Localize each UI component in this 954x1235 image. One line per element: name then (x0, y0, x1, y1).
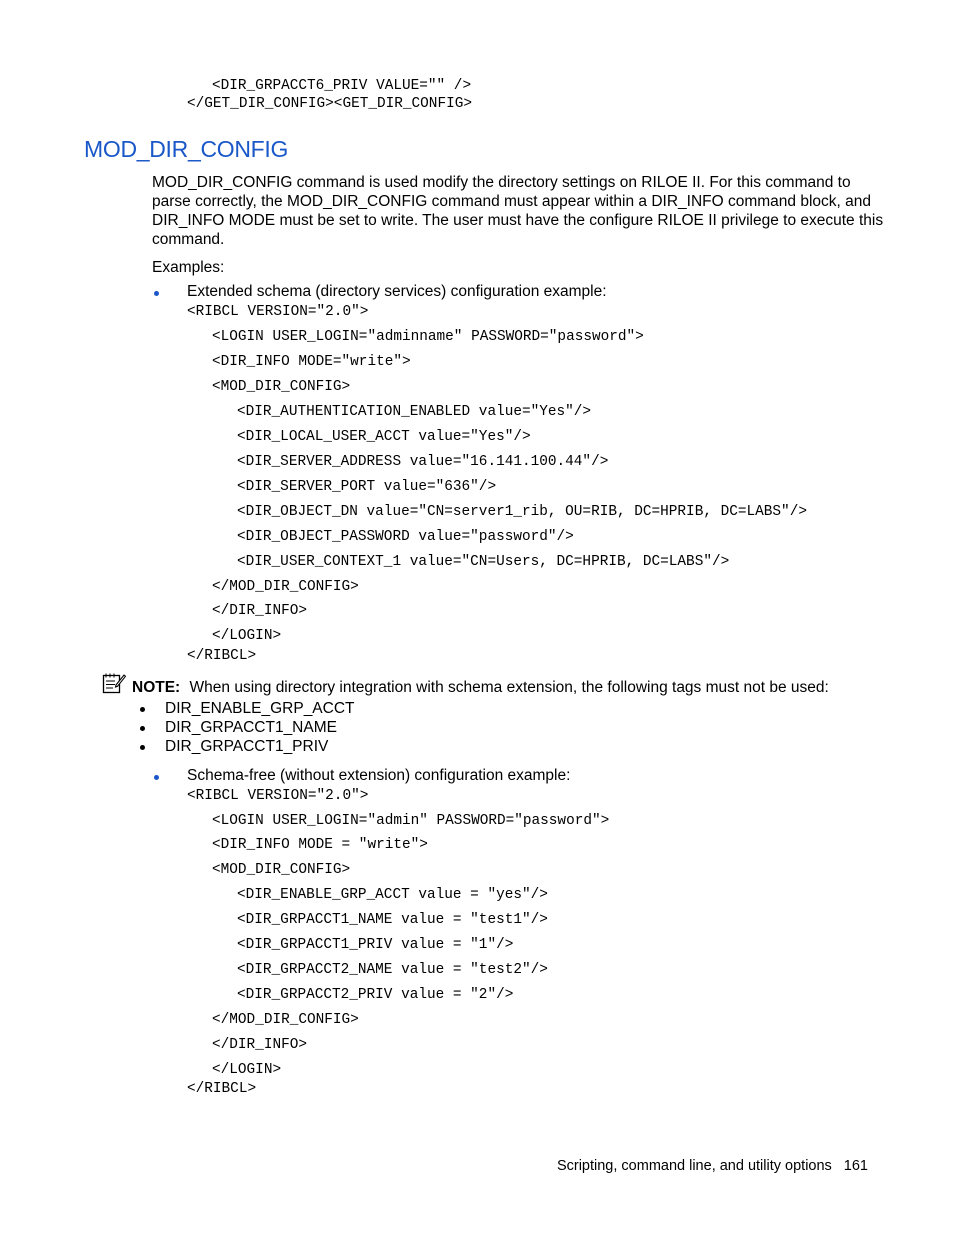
code-line: </MOD_DIR_CONFIG> (212, 1012, 359, 1028)
bullet-icon (154, 775, 159, 780)
code-line: <DIR_INFO MODE="write"> (212, 354, 411, 370)
code-line: <DIR_GRPACCT6_PRIV VALUE="" /> (212, 78, 472, 94)
description-line: command. (152, 231, 225, 248)
code-line: </GET_DIR_CONFIG><GET_DIR_CONFIG> (187, 96, 472, 112)
code-line: </DIR_INFO> (212, 603, 307, 619)
code-line: <DIR_USER_CONTEXT_1 value="CN=Users, DC=HPRIB, DC=LABS"/> (237, 554, 730, 570)
code-line: <MOD_DIR_CONFIG> (212, 862, 351, 878)
note-item: DIR_GRPACCT1_NAME (165, 719, 337, 736)
code-line: <DIR_OBJECT_DN value="CN=server1_rib, OU=RIB, DC=HPRIB, DC=LABS"/> (237, 504, 807, 520)
code-line: <DIR_SERVER_PORT value="636"/> (237, 479, 497, 495)
code-line: </DIR_INFO> (212, 1037, 307, 1053)
code-line: <RIBCL VERSION="2.0"> (187, 788, 369, 804)
note-body: When using directory integration with schema extension, the following tags must not be used: (189, 679, 829, 696)
code-line: </RIBCL> (187, 1081, 257, 1097)
code-line: <DIR_INFO MODE = "write"> (212, 837, 428, 853)
code-line: <LOGIN USER_LOGIN="admin" PASSWORD="password"> (212, 813, 610, 829)
page-footer (557, 1158, 868, 1174)
code-line: </LOGIN> (212, 1062, 282, 1078)
examples-label: Examples: (152, 259, 225, 276)
code-line: </MOD_DIR_CONFIG> (212, 579, 359, 595)
bullet-icon (140, 745, 145, 750)
code-line: <DIR_GRPACCT2_PRIV value = "2"/> (237, 987, 514, 1003)
note-item: DIR_ENABLE_GRP_ACCT (165, 700, 355, 717)
code-line: <DIR_ENABLE_GRP_ACCT value = "yes"/> (237, 887, 548, 903)
note-label: NOTE: (132, 679, 181, 696)
footer-text: Scripting, command line, and utility options (556, 1158, 832, 1174)
code-line: <DIR_GRPACCT1_PRIV value = "1"/> (237, 937, 514, 953)
section-title: MOD_DIR_CONFIG (84, 136, 289, 162)
code-line: <MOD_DIR_CONFIG> (212, 379, 351, 395)
description-line: parse correctly, the MOD_DIR_CONFIG command must appear within a DIR_INFO command block, and (152, 193, 871, 210)
description-paragraph (152, 173, 884, 249)
bullet-icon (154, 291, 159, 296)
description-line: DIR_INFO MODE must be set to write. The user must have the configure RILOE II privilege to execute this (152, 212, 884, 229)
code-line: </RIBCL> (187, 648, 257, 664)
code-line: <RIBCL VERSION="2.0"> (187, 304, 369, 320)
note-text (132, 678, 829, 697)
example2-title: Schema-free (without extension) configuration example: (187, 767, 571, 784)
bullet-icon (140, 726, 145, 731)
code-line: <DIR_GRPACCT2_NAME value = "test2"/> (237, 962, 548, 978)
description-line: MOD_DIR_CONFIG command is used modify the directory settings on RILOE II. For this command to (152, 174, 851, 191)
note-pad-icon (102, 672, 126, 694)
bullet-icon (140, 707, 145, 712)
example1-title: Extended schema (directory services) configuration example: (187, 283, 607, 300)
code-line: <LOGIN USER_LOGIN="adminname" PASSWORD="password"> (212, 329, 644, 345)
code-line: <DIR_GRPACCT1_NAME value = "test1"/> (237, 912, 548, 928)
page-number: 161 (843, 1158, 868, 1174)
code-line: <DIR_SERVER_ADDRESS value="16.141.100.44"/> (237, 454, 609, 470)
code-line: <DIR_OBJECT_PASSWORD value="password"/> (237, 529, 574, 545)
code-line: <DIR_LOCAL_USER_ACCT value="Yes"/> (237, 429, 531, 445)
code-line: </LOGIN> (212, 628, 282, 644)
code-line: <DIR_AUTHENTICATION_ENABLED value="Yes"/> (237, 404, 592, 420)
note-item: DIR_GRPACCT1_PRIV (165, 738, 329, 755)
